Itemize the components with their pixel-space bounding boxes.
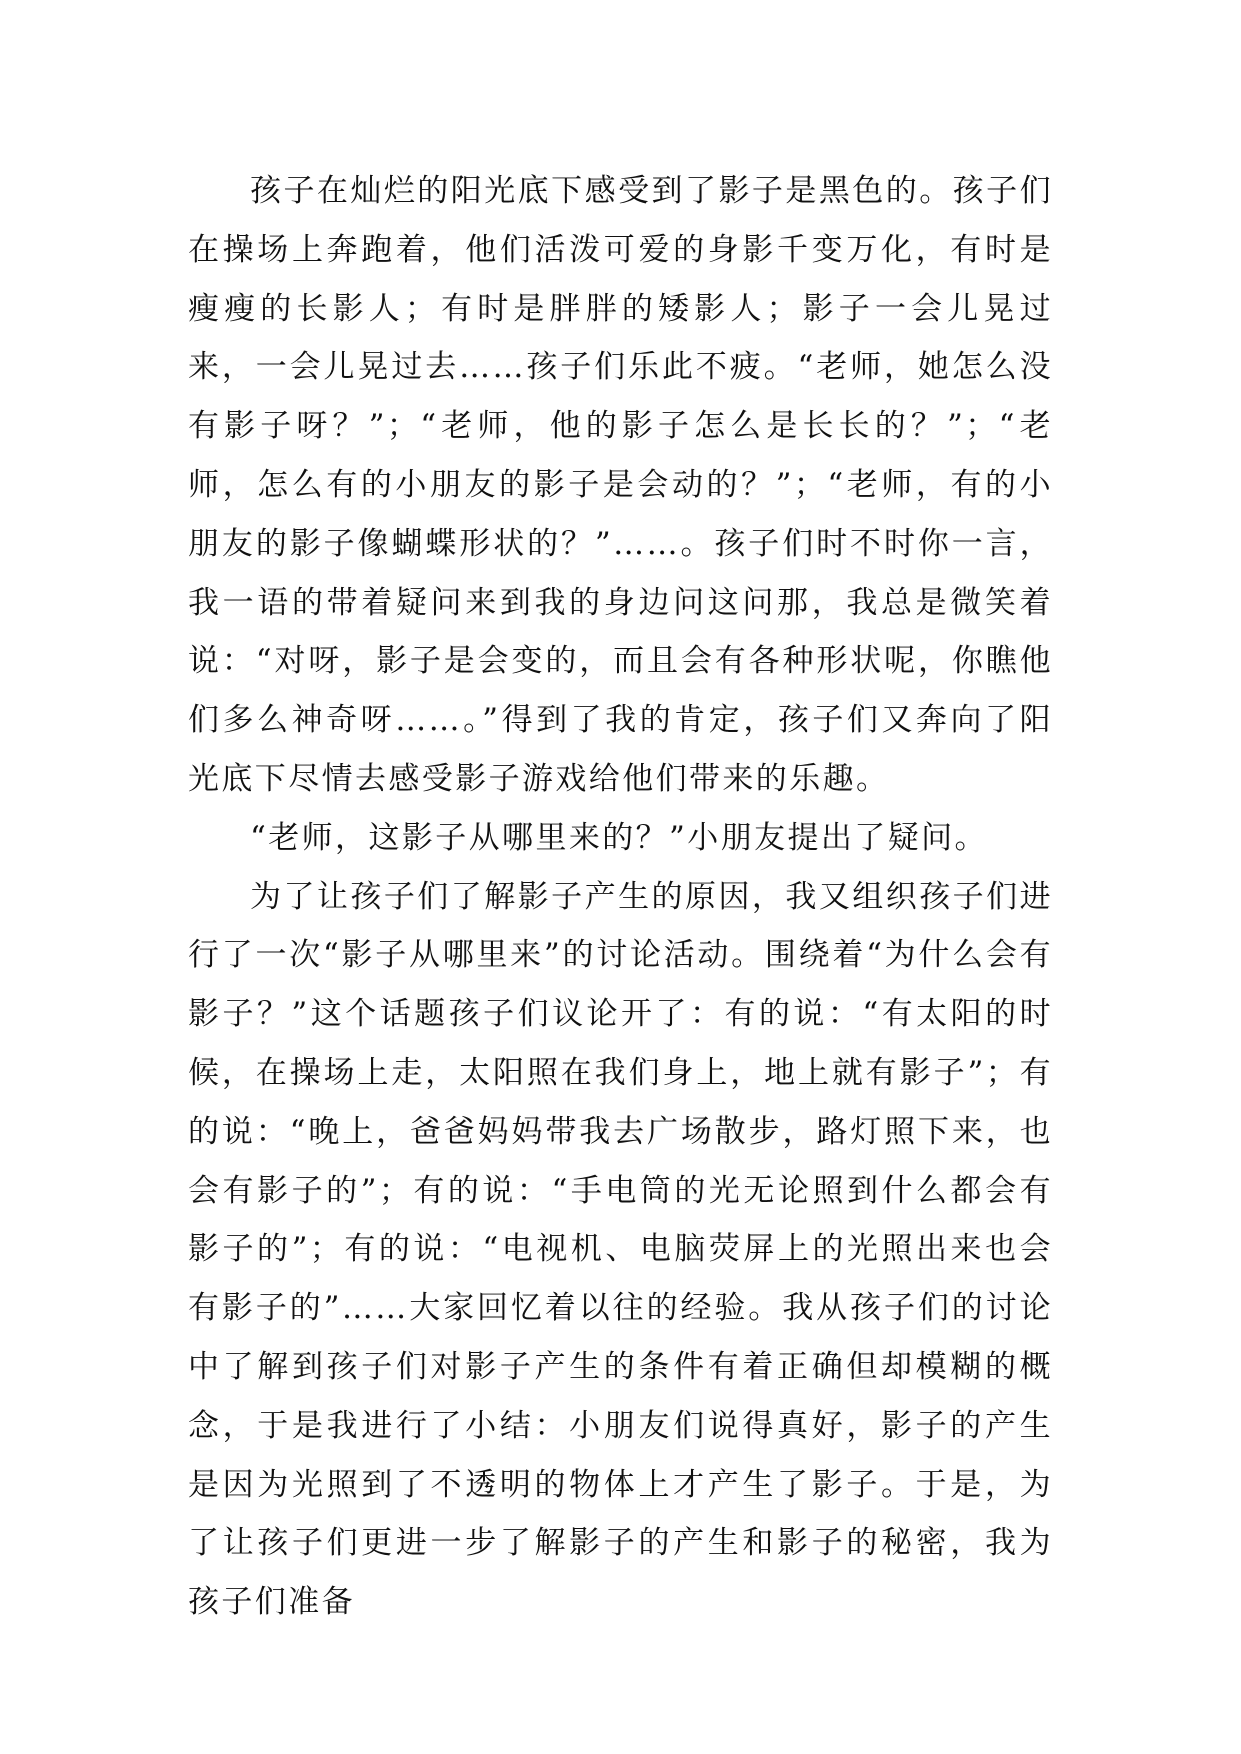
paragraph-shadow-colors: 孩子在灿烂的阳光底下感受到了影子是黑色的。孩子们在操场上奔跑着，他们活泼可爱的身影千变万化，有时是瘦瘦的长影人；有时是胖胖的矮影人；影子一会儿晃过来，一会儿晃过去……孩子们乐此不疲。“老师，她怎么没有影子呀？”；“老师，他的影子怎么是长长的？”；“老师，怎么有的小朋友的影子是会动的？”；“老师，有的小朋友的影子像蝴蝶形状的？”……。孩子们时不时你一言，我一语的带着疑问来到我的身边问这问那，我总是微笑着说：“对呀，影子是会变的，而且会有各种形状呢，你瞧他们多么神奇呀……。”得到了我的肯定，孩子们又奔向了阳光底下尽情去感受影子游戏给他们带来的乐趣。 xyxy=(188,173,1053,797)
paragraph-question: “老师，这影子从哪里来的？”小朋友提出了疑问。 xyxy=(250,819,988,856)
body-text xyxy=(188,162,1053,1632)
paragraph-discussion: 为了让孩子们了解影子产生的原因，我又组织孩子们进行了一次“影子从哪里来”的讨论活动。围绕着“为什么会有影子？”这个话题孩子们议论开了：有的说：“有太阳的时候，在操场上走，太阳照在我们身上，地上就有影子”；有的说：“晚上，爸爸妈妈带我去广场散步，路灯照下来，也会有影子的”；有的说：“手电筒的光无论照到什么都会有影子的”；有的说：“电视机、电脑荧屏上的光照出来也会有影子的”……大家回忆着以往的经验。我从孩子们的讨论中了解到孩子们对影子产生的条件有着正确但却模糊的概念，于是我进行了小结：小朋友们说得真好，影子的产生是因为光照到了不透明的物体上才产生了影子。于是，为了让孩子们更进一步了解影子的产生和影子的秘密，我为孩子们准备 xyxy=(188,878,1053,1621)
